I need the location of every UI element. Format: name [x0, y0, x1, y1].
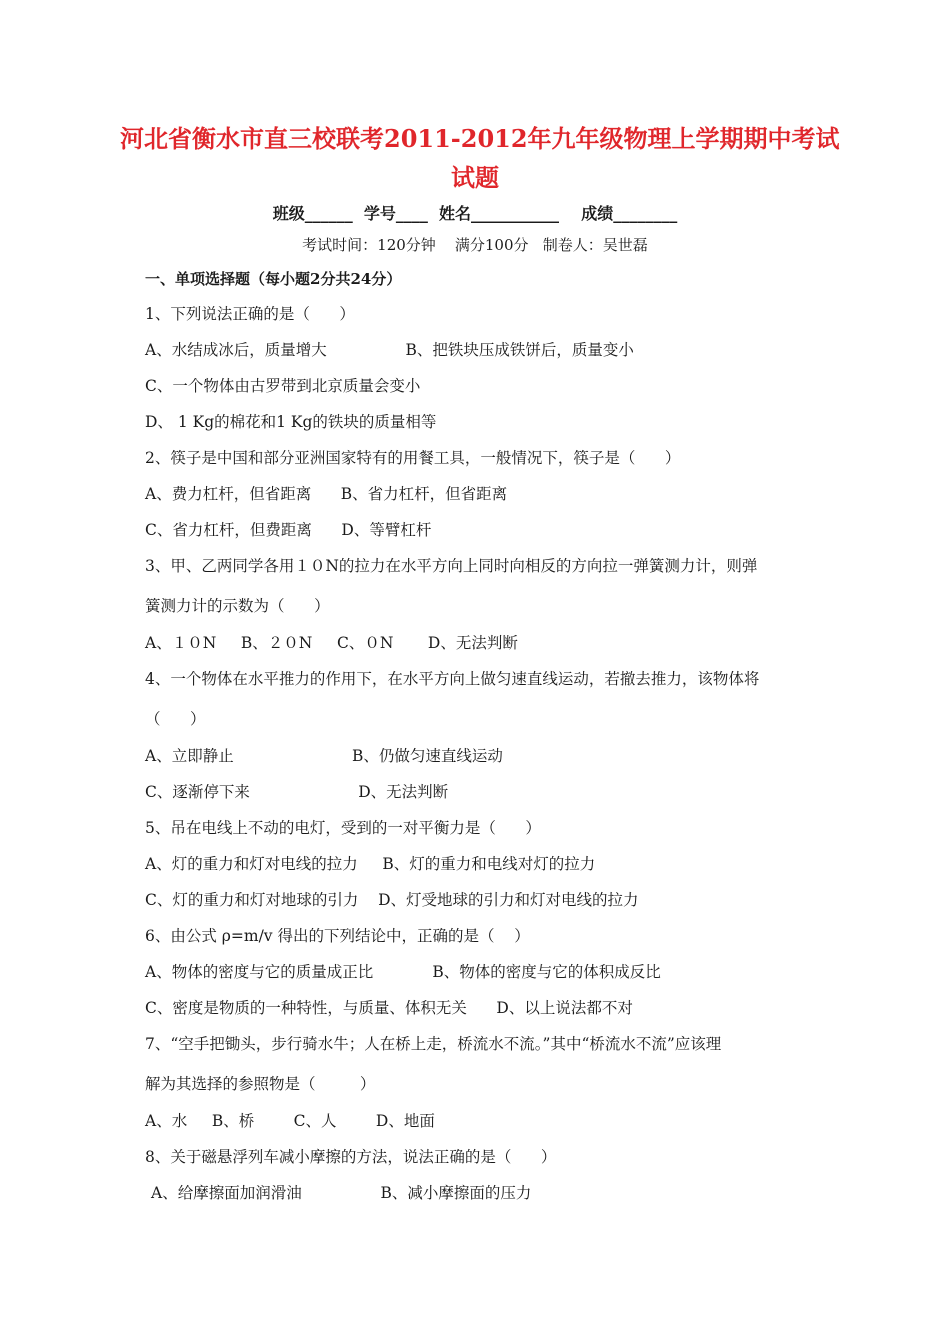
question-line: A、给摩擦面加润滑油 B、减小摩擦面的压力 — [151, 1184, 532, 1202]
question-line: A、费力杠杆，但省距离 B、省力杠杆，但省距离 — [145, 485, 508, 503]
question-line: 1、下列说法正确的是（ ） — [145, 305, 355, 323]
section-heading: 一、单项选择题（每小题2分共24分） — [145, 270, 402, 288]
question-line: A、１０N B、２０N C、０N D、无法判断 — [145, 634, 518, 652]
question-line: A、水结成冰后，质量增大 B、把铁块压成铁饼后，质量变小 — [145, 341, 634, 359]
question-line: D、 1 Kg的棉花和1 Kg的铁块的质量相等 — [145, 413, 437, 431]
exam-meta-line: 考试时间：120分钟 满分100分 制卷人：吴世磊 — [302, 236, 648, 254]
question-line: 6、由公式 ρ=m/v 得出的下列结论中，正确的是（ ） — [145, 927, 530, 945]
exam-title-line1: 河北省衡水市直三校联考2011-2012年九年级物理上学期期中考试 — [120, 124, 840, 153]
question-line: C、灯的重力和灯对地球的引力 D、灯受地球的引力和灯对电线的拉力 — [145, 891, 639, 909]
question-line: A、立即静止 B、仍做匀速直线运动 — [145, 747, 503, 765]
question-line: A、物体的密度与它的质量成正比 B、物体的密度与它的体积成反比 — [145, 963, 661, 981]
question-line: 8、关于磁悬浮列车减小摩擦的方法，说法正确的是（ ） — [145, 1148, 557, 1166]
question-line: A、灯的重力和灯对电线的拉力 B、灯的重力和电线对灯的拉力 — [145, 855, 596, 873]
question-line: 2、筷子是中国和部分亚洲国家特有的用餐工具，一般情况下，筷子是（ ） — [145, 449, 681, 467]
question-line: C、省力杠杆，但费距离 D、等臂杠杆 — [145, 521, 432, 539]
question-line: 4、一个物体在水平推力的作用下，在水平方向上做匀速直线运动，若撤去推力，该物体将 — [145, 670, 760, 688]
question-line: 3、甲、乙两同学各用１０N的拉力在水平方向上同时向相反的方向拉一弹簧测力计，则弹 — [145, 557, 758, 575]
question-line: 解为其选择的参照物是（ ） — [145, 1075, 376, 1093]
question-line: 7、“空手把锄头，步行骑水牛；人在桥上走，桥流水不流。”其中“桥流水不流”应该理 — [145, 1035, 722, 1053]
exam-title-line2: 试题 — [451, 163, 499, 192]
question-line: A、水 B、桥 C、人 D、地面 — [145, 1112, 435, 1130]
question-line: 簧测力计的示数为（ ） — [145, 597, 330, 615]
question-line: C、密度是物质的一种特性，与质量、体积无关 D、以上说法都不对 — [145, 999, 633, 1017]
question-line: C、一个物体由古罗带到北京质量会变小 — [145, 377, 421, 395]
student-info-line: 班级______ 学号____ 姓名___________ 成绩________ — [272, 204, 678, 223]
question-line: （ ） — [145, 710, 206, 728]
question-line: 5、吊在电线上不动的电灯，受到的一对平衡力是（ ） — [145, 819, 541, 837]
question-line: C、逐渐停下来 D、无法判断 — [145, 783, 449, 801]
